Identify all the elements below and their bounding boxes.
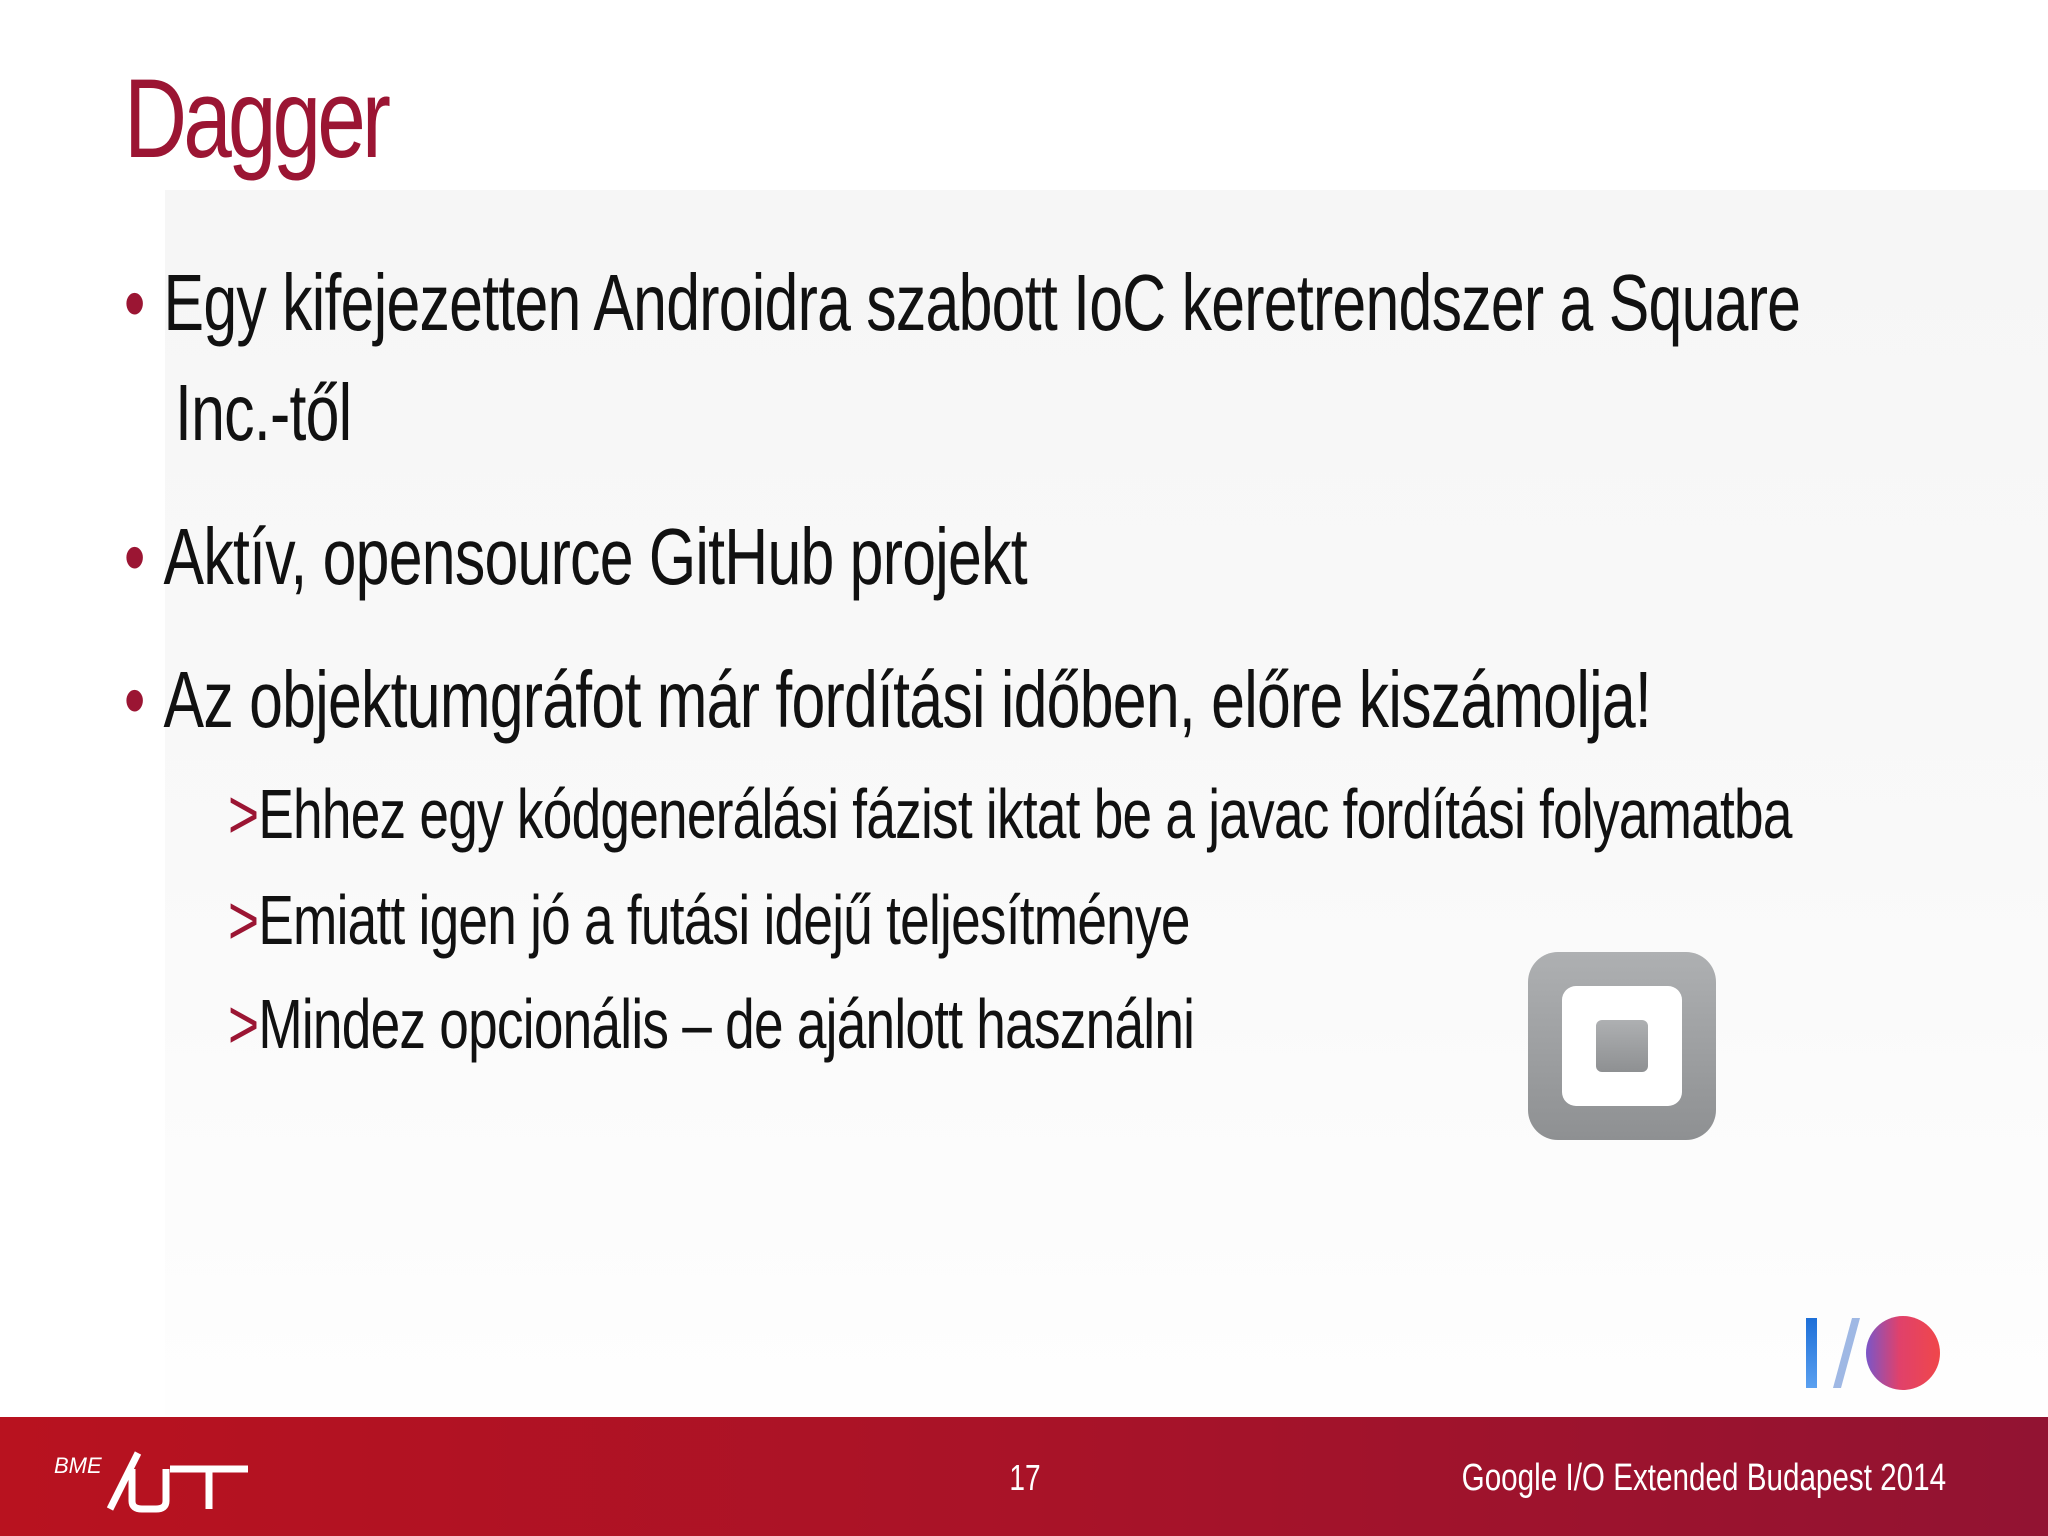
square-logo-icon (1528, 952, 1716, 1140)
sub-bullet-marker: > (228, 881, 259, 959)
page-number: 17 (1009, 1457, 1041, 1498)
footer-bar (0, 1417, 2048, 1536)
event-name-text: Google I/O Extended Budapest 2014 (1461, 1457, 1946, 1499)
sub-bullet-item-2 (228, 872, 1190, 969)
bullet-item-2 (124, 502, 1027, 612)
sub-bullet-text: Mindez opcionális – de ajánlott használni (258, 985, 1195, 1063)
bullet-text: Aktív, opensource GitHub projekt (163, 512, 1027, 601)
sub-bullet-text: Ehhez egy kódgenerálási fázist iktat be a javac fordítási folyamatba (258, 775, 1792, 853)
event-name (0, 1457, 2048, 1500)
bullet-item-1 (124, 248, 1800, 358)
bullet-marker: • (124, 258, 145, 347)
bullet-text: Az objektumgráfot már fordítási időben, előre kiszámolja! (163, 655, 1652, 744)
bullet-item-3 (124, 645, 1651, 755)
slide-title: Dagger (124, 56, 388, 181)
sub-bullet-marker: > (228, 985, 259, 1063)
bullet-item-1-continuation: Inc.-től (175, 368, 352, 457)
sub-bullet-item-3 (228, 976, 1194, 1073)
sub-bullet-item-1 (228, 766, 1792, 863)
sub-bullet-marker: > (228, 775, 259, 853)
svg-text:BME: BME (54, 1453, 102, 1478)
bullet-marker: • (124, 655, 145, 744)
google-io-logo (1803, 1316, 1943, 1390)
bullet-text: Egy kifejezetten Androidra szabott IoC keretrendszer a Square (163, 258, 1801, 347)
bullet-marker: • (124, 512, 145, 601)
sub-bullet-text: Emiatt igen jó a futási idejű teljesítménye (258, 881, 1190, 959)
